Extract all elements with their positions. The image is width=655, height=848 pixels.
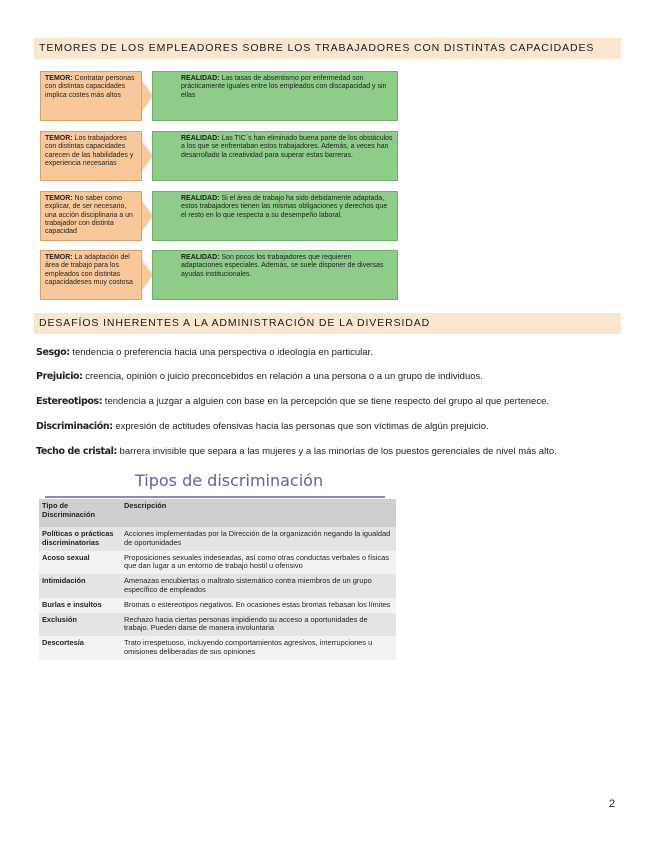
temor-realidad-pair	[40, 191, 398, 241]
table-header-row	[39, 499, 396, 527]
cell-description: Rechazo hacia ciertas personas impidiendo su acceso a oportunidades de trabajo. Pueden darse de manera involuntaria	[121, 613, 396, 637]
discrimination-table-figure	[37, 467, 398, 699]
definition-term: Estereotipos:	[36, 396, 103, 407]
temor-text: La adaptación del área de trabajo para los empleados con distintas capacidadeses muy costosa	[45, 254, 133, 286]
table-row	[39, 551, 396, 575]
temor-label: TEMOR:	[45, 254, 73, 261]
definition-text: creencia, opinión o juicio preconcebidos en relación a una persona o a un grupo de individuos.	[82, 371, 483, 382]
cell-description: Amenazas encubiertas o maltrato sistemático contra miembros de un grupo específico de empleados	[121, 574, 396, 598]
discrimination-table	[39, 499, 396, 660]
arrow-fill	[142, 82, 152, 110]
definition-sesgo	[36, 347, 373, 358]
table-row	[39, 598, 396, 613]
temor-text: No saber como explicar, de ser necesario, una acción disciplinaria a un trabajador con distinta capacidad	[45, 195, 133, 236]
realidad-text: Son pocos los trabajadores que requieren adaptaciones especiales. Además, se suele disponer de diversas ayudas institucionales.	[181, 254, 384, 278]
realidad-box	[152, 131, 398, 181]
table-row	[39, 636, 396, 660]
definition-prejuicio	[36, 371, 483, 382]
definition-text: tendencia o preferencia hacia una perspectiva o ideología en particular.	[69, 347, 373, 358]
definition-term: Sesgo:	[36, 347, 70, 358]
temor-label: TEMOR:	[45, 195, 73, 202]
realidad-label: REALIDAD:	[181, 75, 220, 82]
cell-type: Acoso sexual	[39, 551, 121, 575]
temor-box	[40, 71, 142, 121]
column-header-type: Tipo de Discriminación	[39, 499, 121, 527]
table-row	[39, 527, 396, 551]
cell-type: Exclusión	[39, 613, 121, 637]
temor-box	[40, 131, 142, 181]
definition-techo-de-cristal	[36, 446, 557, 457]
realidad-label: REALIDAD:	[181, 195, 220, 202]
definition-term: Techo de cristal:	[36, 446, 117, 457]
cell-type: Políticas o prácticas discriminatorias	[39, 527, 121, 551]
cell-description: Acciones implementadas por la Dirección de la organización negando la igualdad de oportunidades	[121, 527, 396, 551]
definition-text: barrera invisible que separa a las mujeres y a las minorías de los puestos gerenciales de nivel más alto.	[116, 446, 557, 457]
temor-realidad-pair	[40, 250, 398, 300]
cell-description: Proposiciones sexuales indeseadas, así como otras conductas verbales o físicas que dan lugar a un entorno de trabajo hostil u ofensivo	[121, 551, 396, 575]
cell-description: Bromas o estereotipos negativos. En ocasiones estas bromas rebasan los límites	[121, 598, 396, 613]
temor-label: TEMOR:	[45, 135, 73, 142]
cell-type: Intimidación	[39, 574, 121, 598]
realidad-label: REALIDAD:	[181, 135, 220, 142]
definition-term: Prejuicio:	[36, 371, 83, 382]
table-row	[39, 613, 396, 637]
arrow-fill	[142, 261, 152, 289]
table-title: Tipos de discriminación	[135, 471, 324, 490]
definition-text: tendencia a juzgar a alguien con base en la percepción que se tiene respecto del grupo al que pertenece.	[102, 396, 549, 407]
cell-type: Descortesía	[39, 636, 121, 660]
definition-estereotipos	[36, 396, 549, 407]
definition-term: Discriminación:	[36, 421, 113, 432]
definition-text: expresión de actitudes ofensivas hacia las personas que son víctimas de algún prejuicio.	[112, 421, 489, 432]
realidad-text: Las TIC´s han eliminado buena parte de los obstáculos a los que se enfrentaban estos trabajadores. Además, a veces han desarrollado la creatividad para superar estas barreras.	[181, 135, 393, 159]
arrow-fill	[142, 202, 152, 230]
temor-label: TEMOR:	[45, 75, 73, 82]
realidad-box	[152, 191, 398, 241]
section-title-temores: TEMORES DE LOS EMPLEADORES SOBRE LOS TRABAJADORES CON DISTINTAS CAPACIDADES	[34, 38, 621, 59]
realidad-text: Las tasas de absentismo por enfermedad son prácticamente iguales entre los empleados con discapacidad y sin ellas	[181, 75, 387, 99]
realidad-box	[152, 250, 398, 300]
temor-box	[40, 250, 142, 300]
section-title-desafios: DESAFÍOS INHERENTES A LA ADMINISTRACIÓN DE LA DIVERSIDAD	[34, 313, 621, 334]
temor-text: Los trabajadores con distintas capacidades carecen de las habilidades y experiencia necesarias	[45, 135, 134, 167]
cell-description: Trato irrespetuoso, incluyendo comportamientos agresivos, interrupciones u omisiones deliberadas de sus opiniones	[121, 636, 396, 660]
temor-realidad-pair	[40, 71, 398, 121]
realidad-text: Si el área de trabajo ha sido debidamente adaptada, estos trabajadores tienen las mismas obligaciones y derechos que el resto en lo que respecta a su desempeño laboral.	[181, 195, 388, 219]
temor-box	[40, 191, 142, 241]
arrow-fill	[142, 142, 152, 170]
page-number: 2	[609, 798, 616, 810]
table-row	[39, 574, 396, 598]
temor-realidad-pair	[40, 131, 398, 181]
definition-discriminacion	[36, 421, 489, 432]
column-header-description: Descripción	[121, 499, 396, 527]
realidad-box	[152, 71, 398, 121]
realidad-label: REALIDAD:	[181, 254, 220, 261]
title-underline	[45, 496, 385, 498]
temor-text: Contratar personas con distintas capacidades implica costes más altos	[45, 75, 135, 99]
cell-type: Burlas e insultos	[39, 598, 121, 613]
